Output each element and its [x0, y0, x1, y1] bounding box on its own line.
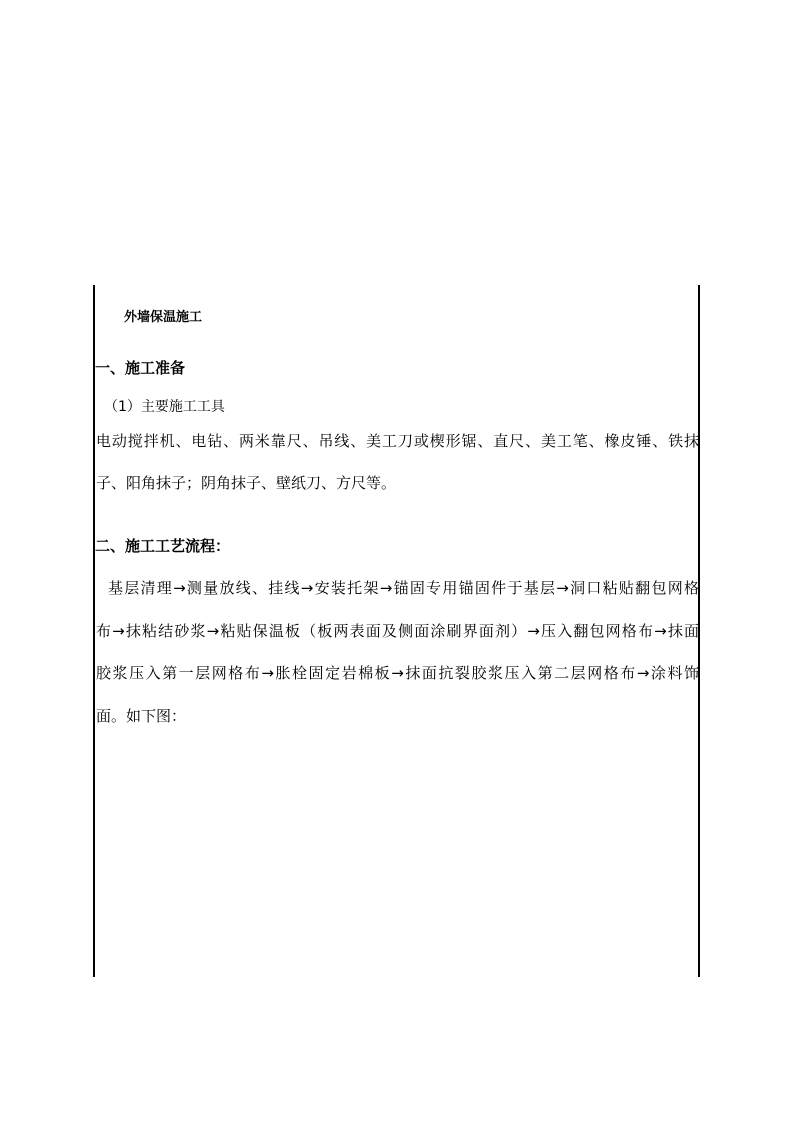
- document-title: 外墙保温施工: [124, 310, 203, 325]
- process-line-1: 基层清理→测量放线、挂线→安装托架→锚固专用锚固件于基层→洞口粘贴翻包网格: [108, 579, 699, 597]
- process-line-4: 面。如下图：: [96, 707, 187, 725]
- process-line-2: 布→抹粘结砂浆→粘贴保温板（板两表面及侧面涂刷界面剂）→压入翻包网格布→抹面: [96, 622, 699, 640]
- tools-line-1: 电动搅拌机、电钻、两米靠尺、吊线、美工刀或楔形锯、直尺、美工笔、橡皮锤、铁抹: [96, 432, 699, 450]
- section-heading-process: 二、施工工艺流程：: [95, 537, 231, 555]
- subheading-tools: （1）主要施工工具: [104, 399, 225, 415]
- tools-line-2: 子、阳角抹子；阴角抹子、壁纸刀、方尺等。: [96, 474, 397, 492]
- section-heading-preparation: 一、施工准备: [95, 359, 186, 377]
- process-line-3: 胶浆压入第一层网格布→胀栓固定岩棉板→抹面抗裂胶浆压入第二层网格布→涂料饰: [96, 664, 699, 682]
